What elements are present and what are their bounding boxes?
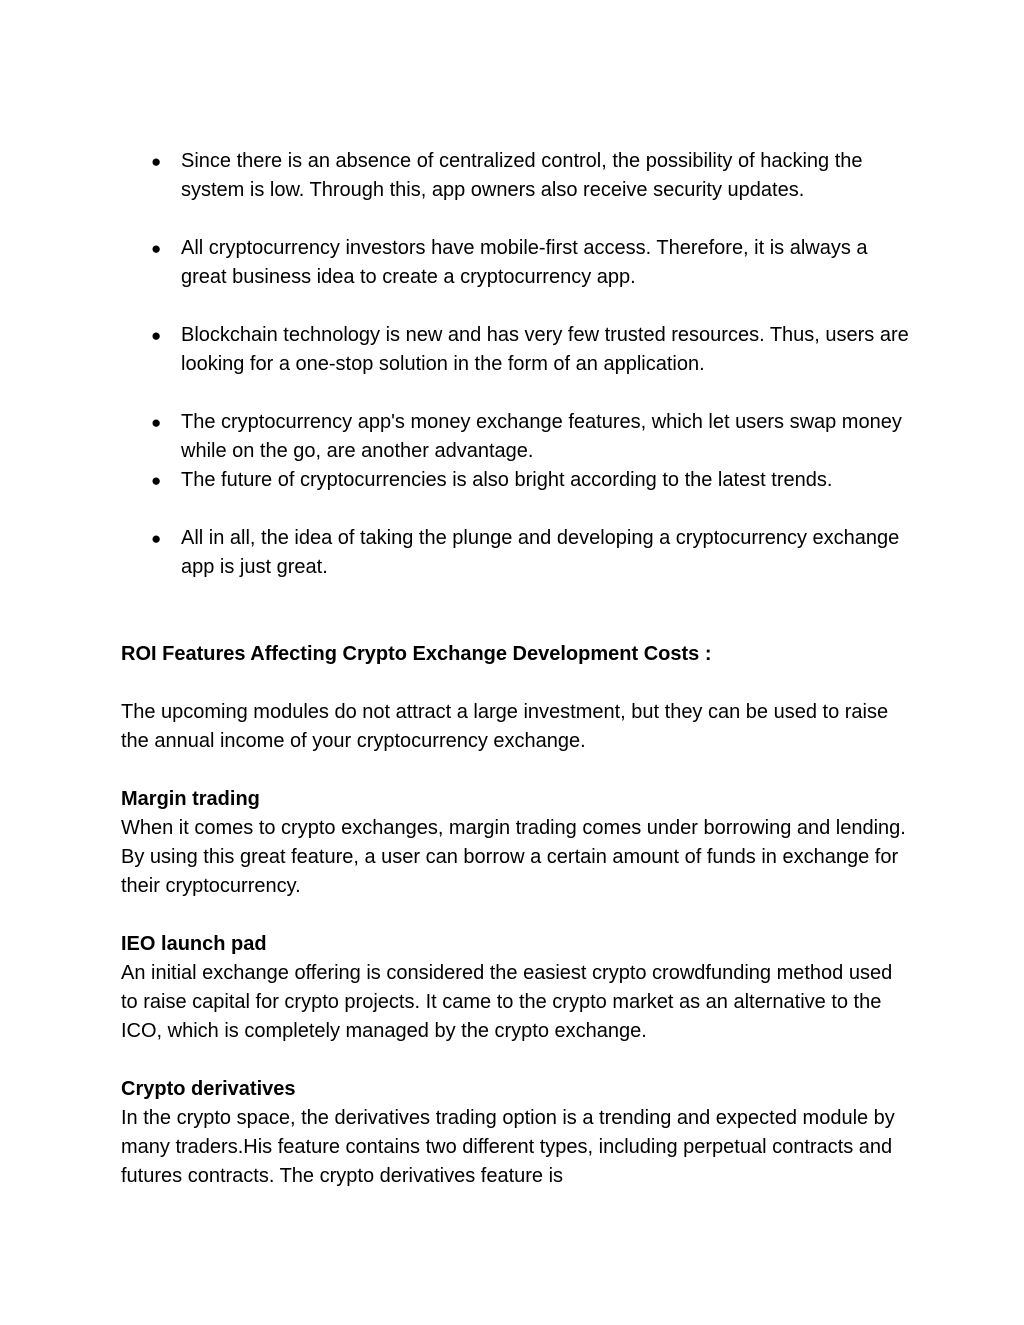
list-item-text: Blockchain technology is new and has very few trusted resources. Thus, users are looking for a one-stop solution in the form of an application. (181, 324, 909, 375)
feature-body-margin-trading: When it comes to crypto exchanges, margin trading comes under borrowing and lending. By using this great feature, a user can borrow a certain amount of funds in exchange for their cryptocurrency. (121, 817, 906, 897)
list-item (121, 466, 911, 495)
list-item-text: All cryptocurrency investors have mobile-first access. Therefore, it is always a great business idea to create a cryptocurrency app. (181, 237, 868, 288)
bullet-icon: ● (151, 239, 162, 258)
section-intro: The upcoming modules do not attract a large investment, but they can be used to raise the annual income of your cryptocurrency exchange. (121, 701, 889, 752)
spacer (121, 1046, 911, 1075)
bullet-icon: ● (151, 471, 162, 490)
bullet-icon: ● (151, 413, 162, 432)
feature-body-crypto-derivatives: In the crypto space, the derivatives trading option is a trending and expected module by many traders.His feature contains two different types, including perpetual contracts and futures contracts. The crypto derivatives feature is (121, 1107, 895, 1187)
list-item-text: The future of cryptocurrencies is also bright according to the latest trends. (181, 469, 833, 491)
list-item (121, 408, 911, 466)
spacer (121, 901, 911, 930)
list-item (121, 321, 911, 379)
list-item (121, 147, 911, 205)
bullet-icon: ● (151, 326, 162, 345)
list-item-text: The cryptocurrency app's money exchange features, which let users swap money while on the go, are another advantage. (181, 411, 902, 462)
section-heading: ROI Features Affecting Crypto Exchange Development Costs : (121, 643, 712, 665)
feature-title-margin-trading: Margin trading (121, 788, 260, 810)
list-item (121, 234, 911, 292)
spacer (121, 582, 911, 640)
spacer (121, 669, 911, 698)
bullet-icon: ● (151, 152, 162, 171)
benefits-list (121, 147, 911, 582)
feature-title-crypto-derivatives: Crypto derivatives (121, 1078, 296, 1100)
bullet-icon: ● (151, 529, 162, 548)
list-item-text: Since there is an absence of centralized control, the possibility of hacking the system is low. Through this, app owners also receive security updates. (181, 150, 863, 201)
feature-body-ieo-launch-pad: An initial exchange offering is considered the easiest crypto crowdfunding method used to raise capital for crypto projects. It came to the crypto market as an alternative to the ICO, which is completely managed by the crypto exchange. (121, 962, 893, 1042)
list-item-text: All in all, the idea of taking the plunge and developing a cryptocurrency exchange app is just great. (181, 527, 900, 578)
document-body (121, 147, 911, 1191)
feature-title-ieo-launch-pad: IEO launch pad (121, 933, 267, 955)
spacer (121, 756, 911, 785)
list-item (121, 524, 911, 582)
